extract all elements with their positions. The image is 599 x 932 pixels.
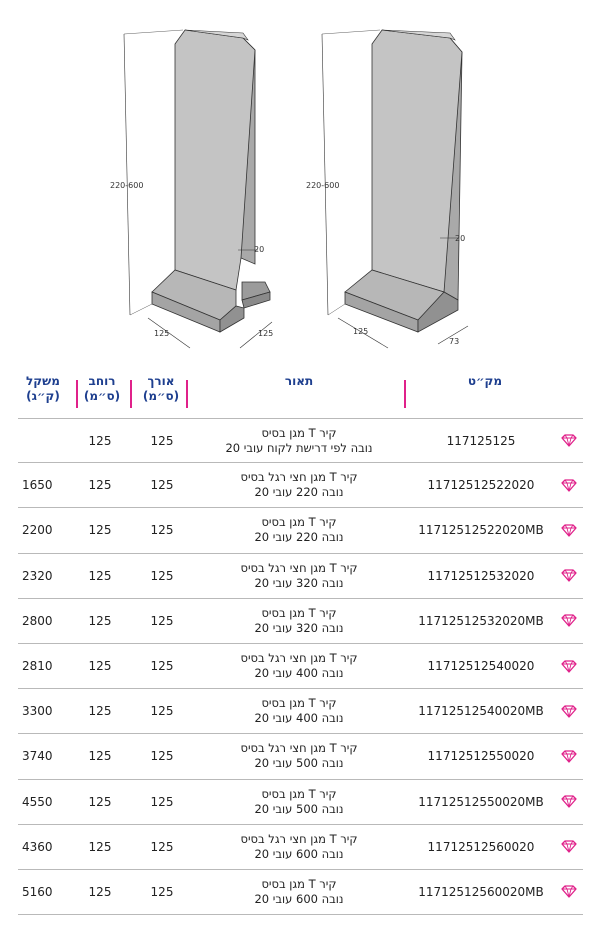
description-line-2: נובה 320 עובי 20 bbox=[254, 620, 344, 635]
cell-weight: 3740 bbox=[22, 749, 53, 764]
cell-sku: 11712512540020 bbox=[427, 659, 535, 674]
cell-sku: 117125125 bbox=[446, 433, 516, 448]
description-line-1: קיר T מגן בסיס bbox=[261, 876, 337, 891]
cell-sku: 11712512532020 bbox=[427, 568, 535, 583]
header-description: תאור bbox=[284, 374, 314, 388]
right-height-label: 220-600 bbox=[306, 181, 340, 190]
table-header bbox=[18, 368, 583, 418]
cell-length: 125 bbox=[150, 478, 174, 493]
right-base-front-label: 125 bbox=[353, 327, 369, 336]
drawing-full-base bbox=[110, 30, 273, 348]
left-base-side-label: 125 bbox=[258, 329, 274, 338]
drawing-half-base bbox=[306, 30, 468, 348]
diamond-icon bbox=[558, 734, 580, 778]
cell-description bbox=[196, 599, 402, 643]
diamond-icon bbox=[558, 644, 580, 688]
cell-weight: 4550 bbox=[22, 794, 53, 809]
diamond-icon bbox=[558, 599, 580, 643]
description-line-2: נובה 600 עובי 20 bbox=[254, 846, 344, 861]
cell-width: 125 bbox=[88, 478, 112, 493]
cell-weight: 4360 bbox=[22, 839, 53, 854]
header-length-label: אורך bbox=[147, 374, 175, 388]
cell-weight: 1650 bbox=[22, 478, 53, 493]
description-line-2: נובה 220 עובי 20 bbox=[254, 530, 344, 545]
table-row[interactable] bbox=[18, 825, 583, 870]
left-height-label: 220-600 bbox=[110, 181, 144, 190]
table-row[interactable] bbox=[18, 689, 583, 734]
cell-width: 125 bbox=[88, 613, 112, 628]
header-length-unit: (ס״מ) bbox=[142, 389, 180, 403]
right-thickness-label: 20 bbox=[455, 234, 466, 243]
description-line-2: נובה 500 עובי 20 bbox=[254, 801, 344, 816]
cell-description bbox=[196, 508, 402, 552]
header-width-unit: (ס״מ) bbox=[83, 389, 121, 403]
description-line-1: קיר T מגן חצי רגל בסיס bbox=[240, 651, 358, 666]
header-weight-unit: (ק״ג) bbox=[26, 389, 60, 403]
product-table bbox=[18, 418, 583, 915]
cell-description bbox=[196, 734, 402, 778]
cell-width: 125 bbox=[88, 794, 112, 809]
cell-sku: 11712512522020MB bbox=[418, 523, 544, 538]
header-weight bbox=[18, 374, 68, 404]
cell-length: 125 bbox=[150, 659, 174, 674]
header-divider bbox=[76, 380, 78, 408]
description-line-2: נובה 320 עובי 20 bbox=[254, 575, 344, 590]
cell-weight: 2200 bbox=[22, 523, 53, 538]
table-row[interactable] bbox=[18, 734, 583, 779]
cell-length: 125 bbox=[150, 613, 174, 628]
table-row[interactable] bbox=[18, 780, 583, 825]
left-thickness-label: 20 bbox=[254, 245, 265, 254]
cell-weight: 2320 bbox=[22, 568, 53, 583]
cell-description bbox=[196, 689, 402, 733]
table-row[interactable] bbox=[18, 644, 583, 689]
cell-sku: 11712512560020MB bbox=[418, 884, 544, 899]
header-sku: מק״ט bbox=[467, 374, 503, 388]
description-line-1: קיר T מגן חצי רגל בסיס bbox=[240, 831, 358, 846]
cell-sku: 11712512522020 bbox=[427, 478, 535, 493]
description-line-1: קיר T מגן חצי רגל בסיס bbox=[240, 741, 358, 756]
header-weight-label: משקל bbox=[26, 374, 60, 388]
description-line-1: קיר T מגן חצי רגל בסיס bbox=[240, 470, 358, 485]
cell-sku: 11712512532020MB bbox=[418, 613, 544, 628]
header-length bbox=[138, 374, 184, 404]
cell-width: 125 bbox=[88, 568, 112, 583]
cell-sku: 11712512550020MB bbox=[418, 794, 544, 809]
left-base-front-label: 125 bbox=[154, 329, 170, 338]
cell-length: 125 bbox=[150, 749, 174, 764]
diamond-icon bbox=[558, 689, 580, 733]
header-divider bbox=[404, 380, 406, 408]
cell-description bbox=[196, 825, 402, 869]
product-drawings bbox=[0, 0, 599, 360]
cell-width: 125 bbox=[88, 659, 112, 674]
table-row[interactable] bbox=[18, 870, 583, 915]
description-line-1: קיר T מגן בסיס bbox=[261, 696, 337, 711]
description-line-1: קיר T מגן חצי רגל בסיס bbox=[240, 560, 358, 575]
cell-length: 125 bbox=[150, 884, 174, 899]
diamond-icon bbox=[558, 419, 580, 462]
description-line-2: נובה לפי דרישת לקוח עובי 20 bbox=[225, 440, 373, 455]
cell-width: 125 bbox=[88, 884, 112, 899]
description-line-2: נובה 500 עובי 20 bbox=[254, 756, 344, 771]
diamond-icon bbox=[558, 463, 580, 507]
description-line-1: קיר T מגן בסיס bbox=[261, 786, 337, 801]
cell-width: 125 bbox=[88, 704, 112, 719]
cell-width: 125 bbox=[88, 523, 112, 538]
cell-sku: 11712512560020 bbox=[427, 839, 535, 854]
right-base-side-label: 73 bbox=[449, 337, 460, 346]
table-row[interactable] bbox=[18, 508, 583, 553]
diamond-icon bbox=[558, 870, 580, 914]
header-divider bbox=[186, 380, 188, 408]
description-line-2: נובה 400 עובי 20 bbox=[254, 711, 344, 726]
cell-sku: 11712512540020MB bbox=[418, 704, 544, 719]
diamond-icon bbox=[558, 780, 580, 824]
cell-description bbox=[196, 463, 402, 507]
cell-length: 125 bbox=[150, 794, 174, 809]
cell-weight: 2810 bbox=[22, 659, 53, 674]
cell-length: 125 bbox=[150, 568, 174, 583]
cell-weight: 5160 bbox=[22, 884, 53, 899]
cell-weight: 2800 bbox=[22, 613, 53, 628]
table-row[interactable] bbox=[18, 418, 583, 463]
cell-sku: 11712512550020 bbox=[427, 749, 535, 764]
header-width bbox=[80, 374, 124, 404]
cell-description bbox=[196, 554, 402, 598]
cell-weight bbox=[22, 419, 70, 462]
cell-description bbox=[196, 419, 402, 462]
description-line-1: קיר T מגן בסיס bbox=[261, 605, 337, 620]
diamond-icon bbox=[558, 554, 580, 598]
description-line-2: נובה 600 עובי 20 bbox=[254, 891, 344, 906]
table-row[interactable] bbox=[18, 554, 583, 599]
cell-length: 125 bbox=[150, 704, 174, 719]
diamond-icon bbox=[558, 508, 580, 552]
cell-length: 125 bbox=[150, 839, 174, 854]
cell-width: 125 bbox=[88, 749, 112, 764]
diamond-icon bbox=[558, 825, 580, 869]
header-divider bbox=[130, 380, 132, 408]
cell-width: 125 bbox=[88, 839, 112, 854]
cell-description bbox=[196, 644, 402, 688]
cell-width: 125 bbox=[88, 433, 112, 448]
description-line-1: קיר T מגן בסיס bbox=[261, 515, 337, 530]
header-width-label: רוחב bbox=[88, 374, 116, 388]
cell-length: 125 bbox=[150, 523, 174, 538]
cell-description bbox=[196, 870, 402, 914]
table-row[interactable] bbox=[18, 599, 583, 644]
cell-weight: 3300 bbox=[22, 704, 53, 719]
description-line-1: קיר T מגן בסיס bbox=[261, 425, 337, 440]
description-line-2: נובה 400 עובי 20 bbox=[254, 666, 344, 681]
cell-length: 125 bbox=[150, 433, 174, 448]
cell-description bbox=[196, 780, 402, 824]
table-row[interactable] bbox=[18, 463, 583, 508]
description-line-2: נובה 220 עובי 20 bbox=[254, 485, 344, 500]
